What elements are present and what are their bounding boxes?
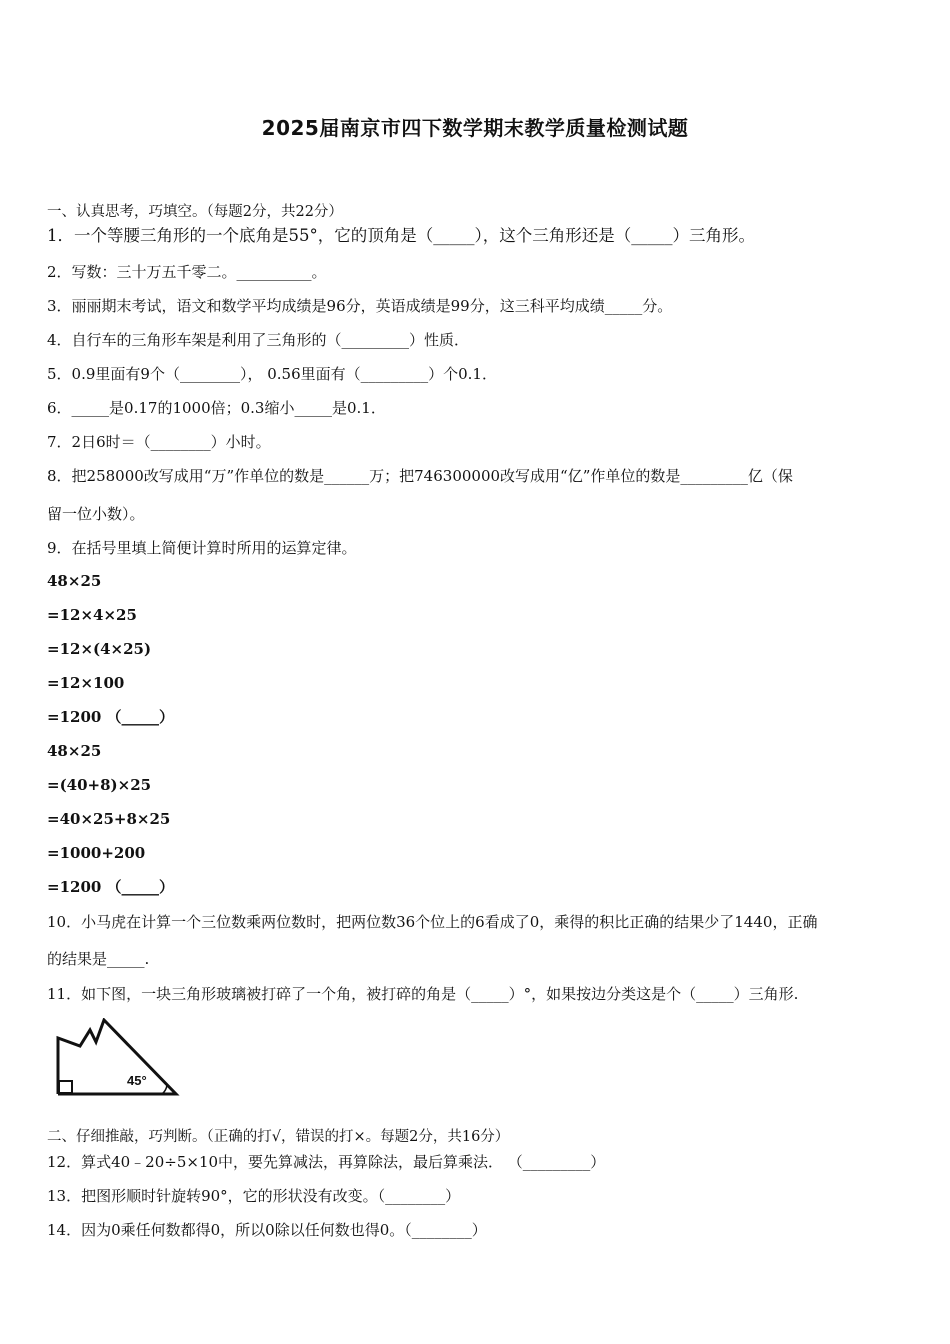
calc-1-step-2: =12×4×25 (47, 606, 137, 624)
calc-2-step-5: =1200 （_____） (47, 878, 175, 896)
calc-1-step-5: =1200 （_____） (47, 708, 175, 726)
calc-1-step-1: 48×25 (47, 572, 102, 590)
question-10-line-1: 10．小马虎在计算一个三位数乘两位数时，把两位数36个位上的6看成了0，乘得的积比正确的结果少了1440，正确 (47, 913, 818, 931)
question-9: 9．在括号里填上简便计算时所用的运算定律。 (47, 539, 357, 557)
right-angle-mark (59, 1081, 72, 1093)
calc-2-step-4: =1000+200 (47, 844, 146, 862)
page-title: 2025届南京市四下数学期末教学质量检测试题 (261, 116, 689, 140)
question-12: 12．算式40﹣20÷5×10中，要先算减法，再算除法，最后算乘法． （_________） (47, 1153, 606, 1171)
question-1: 1．一个等腰三角形的一个底角是55°，它的顶角是（_____），这个三角形还是（_____）三角形。 (47, 226, 755, 245)
question-8-line-1: 8．把258000改写成用“万”作单位的数是______万；把746300000改写成用“亿”作单位的数是_________亿（保 (47, 467, 793, 485)
section-heading-1: 一、认真思考，巧填空。（每题2分，共22分） (47, 204, 343, 220)
calc-1-step-3: =12×(4×25) (47, 640, 152, 658)
question-8-line-2: 留一位小数）。 (47, 505, 145, 523)
question-6: 6．_____是0.17的1000倍；0.3缩小_____是0.1． (47, 399, 386, 417)
question-7: 7．2日6时＝（________）小时。 (47, 433, 271, 451)
question-2: 2．写数：三十万五千零二。__________。 (47, 263, 327, 281)
calc-1-step-4: =12×100 (47, 674, 125, 692)
section-heading-2: 二、仔细推敲，巧判断。（正确的打√，错误的打×。每题2分，共16分） (47, 1129, 510, 1145)
question-3: 3．丽丽期末考试，语文和数学平均成绩是96分，英语成绩是99分，这三科平均成绩_____分。 (47, 297, 673, 315)
triangle-outline (58, 1020, 176, 1094)
question-11: 11．如下图，一块三角形玻璃被打碎了一个角，被打碎的角是（_____）°，如果按边分类这是个（_____）三角形. (47, 985, 799, 1003)
question-5: 5．0.9里面有9个（________）， 0.56里面有（_________）个0.1． (47, 365, 497, 383)
broken-triangle-figure (52, 1018, 182, 1098)
angle-label: 45° (127, 1073, 147, 1088)
question-13: 13．把图形顺时针旋转90°，它的形状没有改变。（________） (47, 1187, 461, 1205)
calc-2-step-2: =(40+8)×25 (47, 776, 152, 794)
question-14: 14．因为0乘任何数都得0，所以0除以任何数也得0。（________） (47, 1221, 487, 1239)
question-4: 4．自行车的三角形车架是利用了三角形的（_________）性质． (47, 331, 470, 349)
calc-2-step-3: =40×25+8×25 (47, 810, 171, 828)
calc-2-step-1: 48×25 (47, 742, 102, 760)
question-10-line-2: 的结果是_____. (47, 950, 150, 968)
